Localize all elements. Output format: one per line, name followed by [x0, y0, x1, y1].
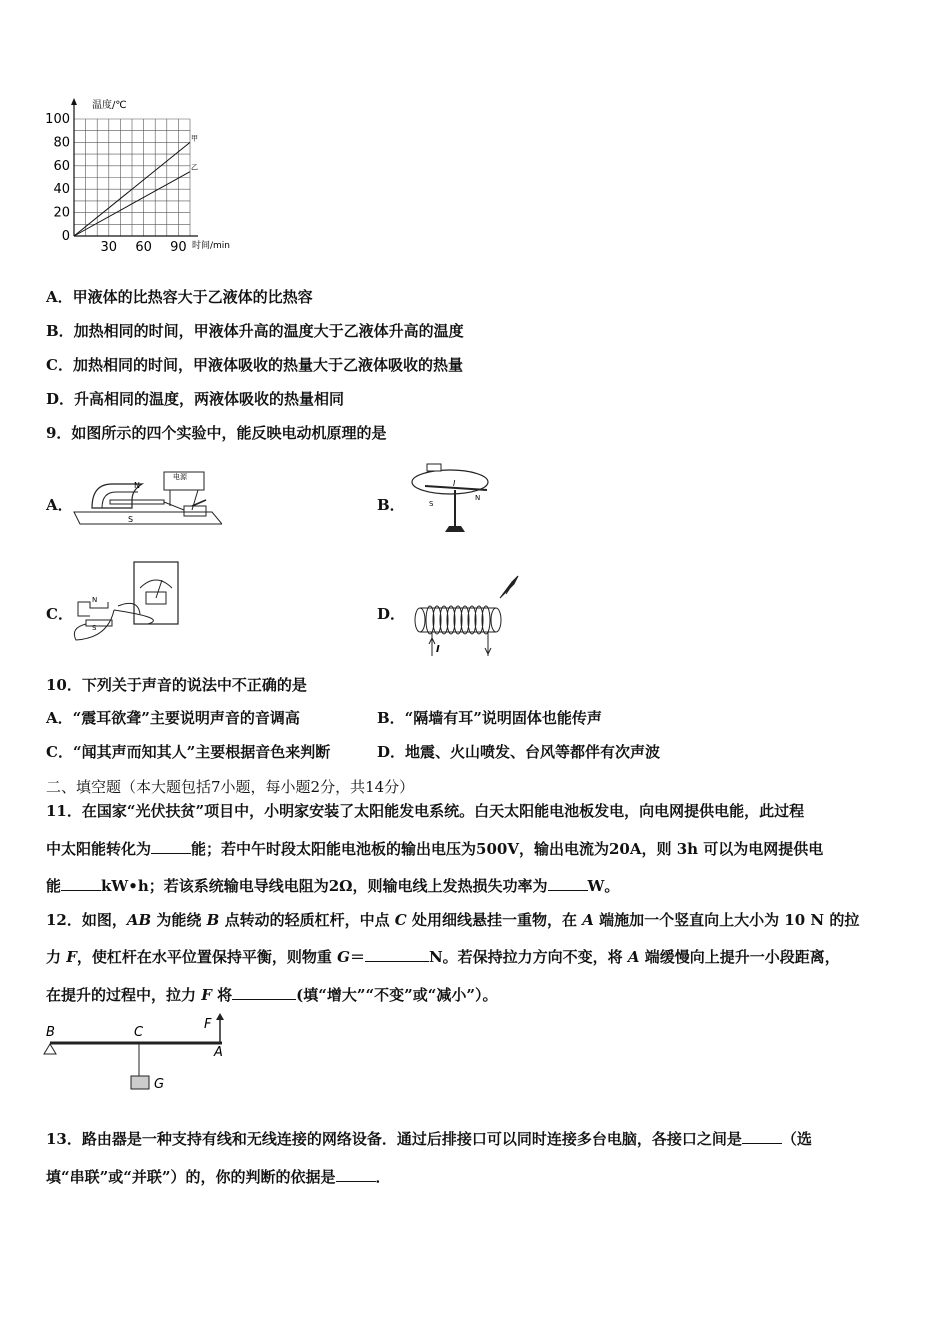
chart-xtick-label: 90 [170, 240, 187, 255]
q13-text: ． [375, 1168, 391, 1186]
q9-option-c-label: C． [46, 605, 73, 623]
q13-blank-2[interactable] [336, 1167, 376, 1182]
q9b-i-label: I [453, 479, 456, 488]
chart-ticks [45, 112, 187, 255]
q11-line3-c: W。 [587, 877, 620, 895]
q8-option-d: D．升高相同的温度，两液体吸收的热量相同 [46, 390, 345, 408]
section-2-heading: 二、填空题（本大题包括7小题，每小题2分，共14分） [46, 778, 415, 796]
q9-option-d-label: D． [377, 605, 406, 623]
q11-line1: 11．在国家“光伏扶贫”项目中，小明家安装了太阳能发电系统。白天太阳能电池板发电，向电网提供电能，此过程 [46, 802, 805, 820]
chart-xtick-label: 0 [61, 229, 70, 244]
q10-option-c: C．“闻其声而知其人”主要根据音色来判断 [46, 743, 331, 761]
chart-ytick-label: 80 [53, 135, 70, 151]
q12-var-f: F [201, 986, 212, 1004]
q11-line2 [46, 838, 823, 859]
chart-ytick-label: 100 [45, 112, 70, 127]
q12-var-g: G [337, 948, 350, 966]
lever-label-f: F [204, 1017, 212, 1032]
q12-text: 处用细线悬挂一重物，在 [406, 911, 583, 929]
q11-blank-1[interactable] [151, 839, 191, 854]
chart-xtick-label: 30 [100, 240, 118, 255]
q11-line2-b: 能；若中午时段太阳能电池板的输出电压为500V，输出电流为20A，则 3h 可以为电网提供电 [191, 840, 824, 858]
q9d-i-label: I [436, 644, 440, 655]
chart-ytick-label: 20 [53, 205, 70, 221]
q12-var-b: B [206, 911, 220, 929]
q9-figure-d [410, 570, 540, 662]
q9-stem: 9．如图所示的四个实验中，能反映电动机原理的是 [46, 424, 387, 442]
q9-figure-a [72, 466, 222, 532]
chart-ytick-label: 60 [53, 158, 70, 174]
q9a-s-label: S [128, 515, 134, 524]
q11-line2-a: 中太阳能转化为 [46, 840, 152, 858]
q11-blank-2[interactable] [61, 876, 101, 891]
q9c-s-label: S [92, 624, 97, 632]
q9a-power-label: 电源 [173, 473, 187, 481]
q10-option-d: D．地震、火山喷发、台风等都伴有次声波 [377, 743, 661, 761]
q12-line1 [46, 909, 859, 930]
q9b-s-label: S [429, 500, 434, 508]
q11-blank-3[interactable] [548, 876, 588, 891]
chart-ytick-label: 40 [53, 182, 70, 198]
q12-line2 [46, 946, 840, 967]
lever-weight [131, 1076, 149, 1089]
chart-series-label: 甲 [191, 134, 198, 143]
q8-option-c: C．加热相同的时间，甲液体吸收的热量大于乙液体吸收的热量 [46, 356, 463, 374]
lever-label-c: C [134, 1025, 144, 1040]
q13-blank-1[interactable] [742, 1129, 782, 1144]
q13-line2 [46, 1166, 391, 1187]
q9-option-a-label: A． [46, 496, 73, 514]
q10-stem: 10．下列关于声音的说法中不正确的是 [46, 676, 307, 694]
q12-text: (填“增大”“不变”或“减小”）。 [296, 986, 498, 1004]
q13-text: 填“串联”或“并联”）的，你的判断的依据是 [46, 1168, 336, 1186]
q12-var-ab: AB [126, 911, 152, 929]
chart-series [74, 134, 198, 236]
q13-line1 [46, 1128, 812, 1149]
q8-option-b: B．加热相同的时间，甲液体升高的温度大于乙液体升高的温度 [46, 322, 464, 340]
q12-text: 力 [46, 948, 67, 966]
q9b-n-label: N [475, 494, 481, 502]
lever-label-g: G [154, 1077, 165, 1092]
lever-label-a: A [214, 1045, 223, 1060]
q12-var-c: C [394, 911, 407, 929]
q9-figure-b [405, 456, 505, 534]
q12-text: 端缓慢向上提升一小段距离， [639, 948, 840, 966]
q11-line3 [46, 875, 619, 896]
lever-pivot [44, 1044, 56, 1054]
chart-ylabel: 温度/℃ [92, 100, 127, 111]
q13-text: （选 [781, 1130, 812, 1148]
q13-text: 13．路由器是一种支持有线和无线连接的网络设备．通过后排接口可以同时连接多台电脑，各接口之间是 [46, 1130, 742, 1148]
chart-y-arrow [71, 98, 77, 105]
q10-option-a: A．“震耳欲聋”主要说明声音的音调高 [46, 709, 300, 727]
q12-text: ，使杠杆在水平位置保持平衡，则物重 [76, 948, 338, 966]
lever-label-b: B [46, 1025, 55, 1040]
q11-line3-a: 能 [46, 877, 62, 895]
q12-text: ＝ [349, 948, 365, 966]
q12-blank-2[interactable] [232, 985, 296, 1000]
q12-text: 在提升的过程中，拉力 [46, 986, 202, 1004]
chart-xlabel: 时间/min [192, 241, 231, 251]
q9-figure-c [68, 558, 198, 648]
q9c-n-label: N [92, 596, 98, 604]
q12-text: 为能绕 [151, 911, 207, 929]
chart-grid [71, 98, 198, 236]
q12-blank-1[interactable] [365, 947, 429, 962]
q10-option-b: B．“隔墙有耳”说明固体也能传声 [377, 709, 602, 727]
chart-xtick-label: 60 [135, 240, 152, 255]
q12-var-f: F [66, 948, 77, 966]
q12-line3 [46, 984, 498, 1005]
chart-series-label: 乙 [191, 163, 198, 172]
q9-option-b-label: B． [377, 496, 405, 514]
q9a-n-label: N [134, 481, 140, 490]
coil-turns [426, 606, 490, 634]
temperature-time-chart [40, 96, 250, 256]
q12-var-a: A [582, 911, 594, 929]
q12-lever-figure [42, 1010, 242, 1095]
q12-text: 端施加一个竖直向上大小为 10 N 的拉 [593, 911, 860, 929]
q12-text: 点转动的轻质杠杆，中点 [219, 911, 395, 929]
q12-text: 12．如图， [46, 911, 127, 929]
q12-var-a: A [627, 948, 640, 966]
q8-option-a: A．甲液体的比热容大于乙液体的比热容 [46, 288, 313, 306]
q12-text: N。若保持拉力方向不变，将 [428, 948, 628, 966]
q12-text: 将 [211, 986, 233, 1004]
q11-line3-b: kW•h；若该系统输电导线电阻为2Ω，则输电线上发热损失功率为 [101, 877, 548, 895]
